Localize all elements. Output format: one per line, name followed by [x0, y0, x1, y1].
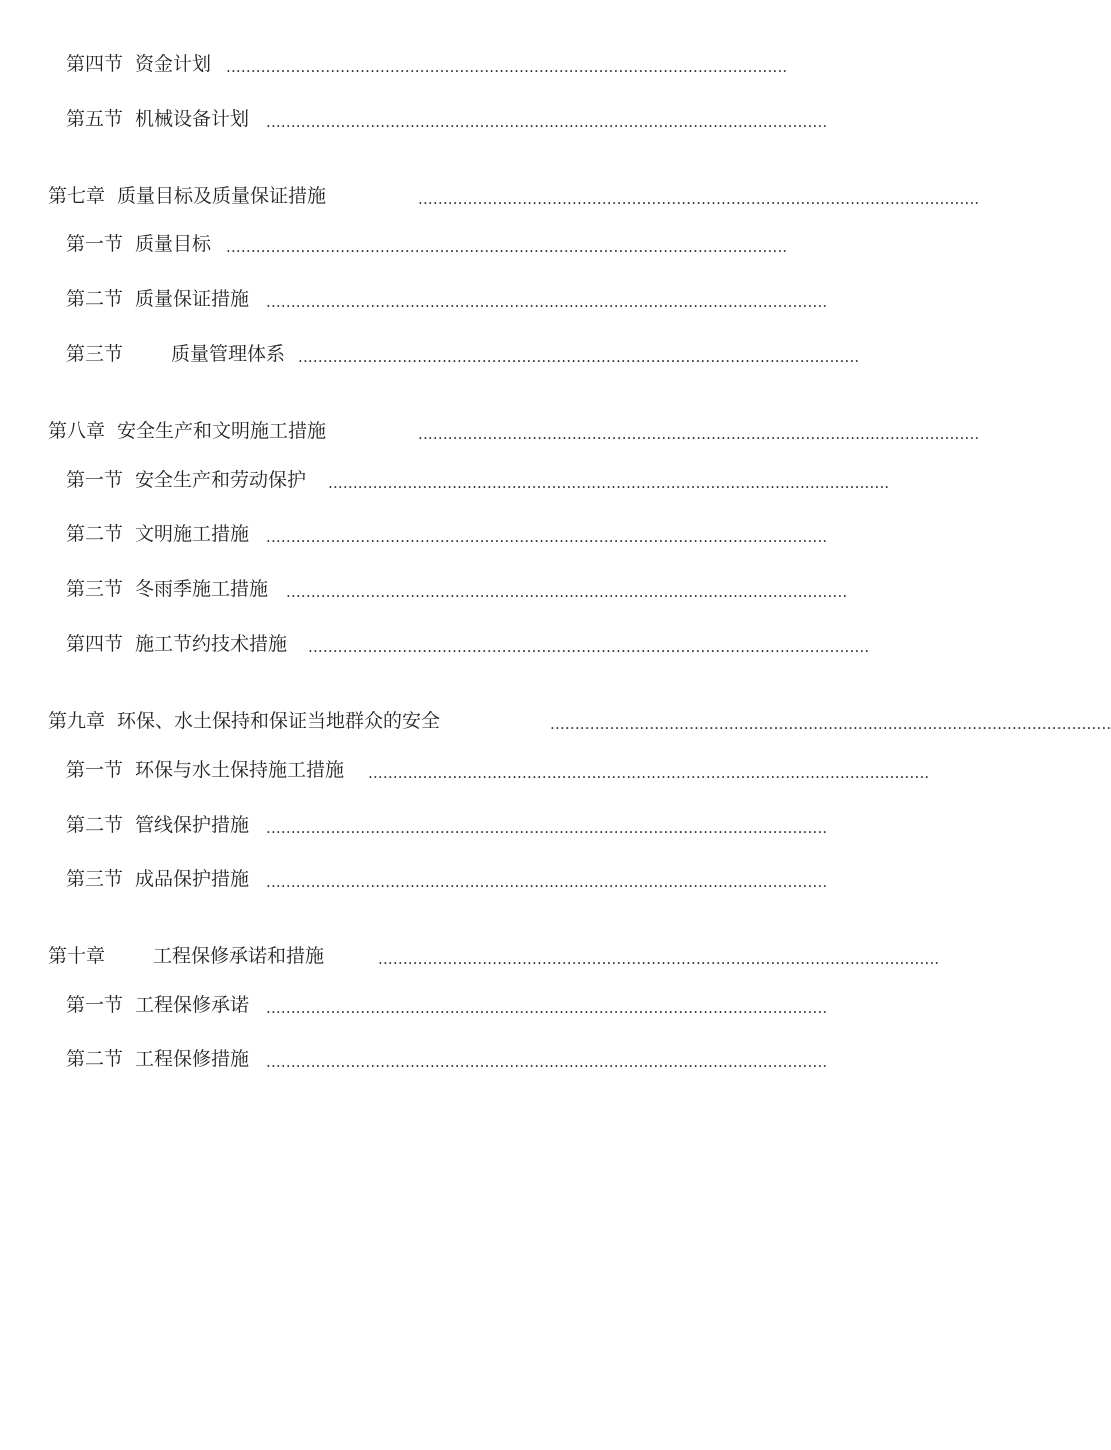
dot-leader: ................................................................................................................. — [266, 113, 828, 131]
dot-leader: ................................................................................................................. — [378, 950, 940, 968]
toc-entry-title: 文明施工措施 — [135, 523, 250, 545]
dot-leader: ................................................................................................................. — [328, 474, 890, 492]
toc-entry — [66, 519, 828, 549]
dot-leader: ................................................................................................................. — [266, 1053, 828, 1071]
toc-entry-number: 第一节 — [66, 233, 124, 255]
toc-entry — [66, 1044, 828, 1074]
toc-entry-title: 工程保修承诺 — [135, 994, 250, 1016]
toc-entry-number: 第四节 — [66, 53, 124, 75]
toc-entry-chapter — [48, 941, 940, 971]
dot-leader: ................................................................................................................. — [226, 58, 788, 76]
toc-entry — [66, 465, 890, 495]
toc-entry-title: 质量管理体系 — [171, 343, 286, 365]
toc-entry — [66, 284, 828, 314]
toc-entry — [66, 755, 930, 785]
toc-entry-number: 第二节 — [66, 523, 124, 545]
toc-entry-title: 质量保证措施 — [135, 288, 250, 310]
toc-entry-number: 第一节 — [66, 759, 124, 781]
toc-entry-title: 环保与水土保持施工措施 — [135, 759, 345, 781]
toc-entry-title: 施工节约技术措施 — [135, 633, 288, 655]
toc-entry-title: 成品保护措施 — [135, 868, 250, 890]
toc-entry-title: 管线保护措施 — [135, 814, 250, 836]
toc-entry-number: 第二节 — [66, 1048, 124, 1070]
toc-entry — [66, 339, 860, 369]
dot-leader: ................................................................................................................. — [308, 638, 870, 656]
toc-entry-title: 工程保修承诺和措施 — [153, 945, 325, 967]
toc-entry-number: 第一节 — [66, 994, 124, 1016]
toc-entry-number: 第五节 — [66, 108, 124, 130]
toc-entry-number: 第三节 — [66, 343, 124, 365]
dot-leader: ................................................................................................................. — [368, 764, 930, 782]
toc-entry — [66, 864, 828, 894]
toc-entry-number: 第七章 — [48, 185, 106, 207]
toc-entry — [66, 574, 848, 604]
toc-entry-number: 第一节 — [66, 469, 124, 491]
toc-entry-title: 质量目标及质量保证措施 — [117, 185, 327, 207]
toc-entry-number: 第三节 — [66, 578, 124, 600]
dot-leader: ................................................................................................................. — [266, 999, 828, 1017]
toc-entry — [66, 104, 828, 134]
dot-leader: ................................................................................................................. — [266, 873, 828, 891]
toc-entry-chapter — [48, 706, 1111, 736]
dot-leader: ................................................................................................................. — [226, 238, 788, 256]
toc-entry-number: 第三节 — [66, 868, 124, 890]
toc-entry-title: 环保、水土保持和保证当地群众的安全 — [117, 710, 441, 732]
toc-entry-title: 工程保修措施 — [135, 1048, 250, 1070]
dot-leader: ................................................................................................................. — [266, 528, 828, 546]
toc-entry — [66, 629, 870, 659]
toc-entry — [66, 49, 788, 79]
dot-leader: ................................................................................................................. — [418, 425, 980, 443]
dot-leader: ................................................................................................................. — [266, 293, 828, 311]
toc-entry-number: 第九章 — [48, 710, 106, 732]
toc-entry-number: 第二节 — [66, 814, 124, 836]
toc-entry-title: 机械设备计划 — [135, 108, 250, 130]
dot-leader: ................................................................................................................. — [286, 583, 848, 601]
dot-leader: ................................................................................................................. — [550, 715, 1111, 733]
toc-entry-chapter — [48, 181, 980, 211]
toc-entry — [66, 810, 828, 840]
dot-leader: ................................................................................................................. — [298, 348, 860, 366]
toc-entry — [66, 229, 788, 259]
toc-entry-number: 第二节 — [66, 288, 124, 310]
dot-leader: ................................................................................................................. — [266, 819, 828, 837]
toc-entry-title: 资金计划 — [135, 53, 212, 75]
toc-entry-title: 质量目标 — [135, 233, 212, 255]
toc-entry-number: 第八章 — [48, 420, 106, 442]
toc-entry — [66, 990, 828, 1020]
toc-entry-title: 安全生产和文明施工措施 — [117, 420, 327, 442]
toc-entry-number: 第十章 — [48, 945, 106, 967]
dot-leader: ................................................................................................................. — [418, 190, 980, 208]
toc-entry-title: 冬雨季施工措施 — [135, 578, 269, 600]
toc-entry-number: 第四节 — [66, 633, 124, 655]
toc-entry-chapter — [48, 416, 980, 446]
toc-entry-title: 安全生产和劳动保护 — [135, 469, 307, 491]
